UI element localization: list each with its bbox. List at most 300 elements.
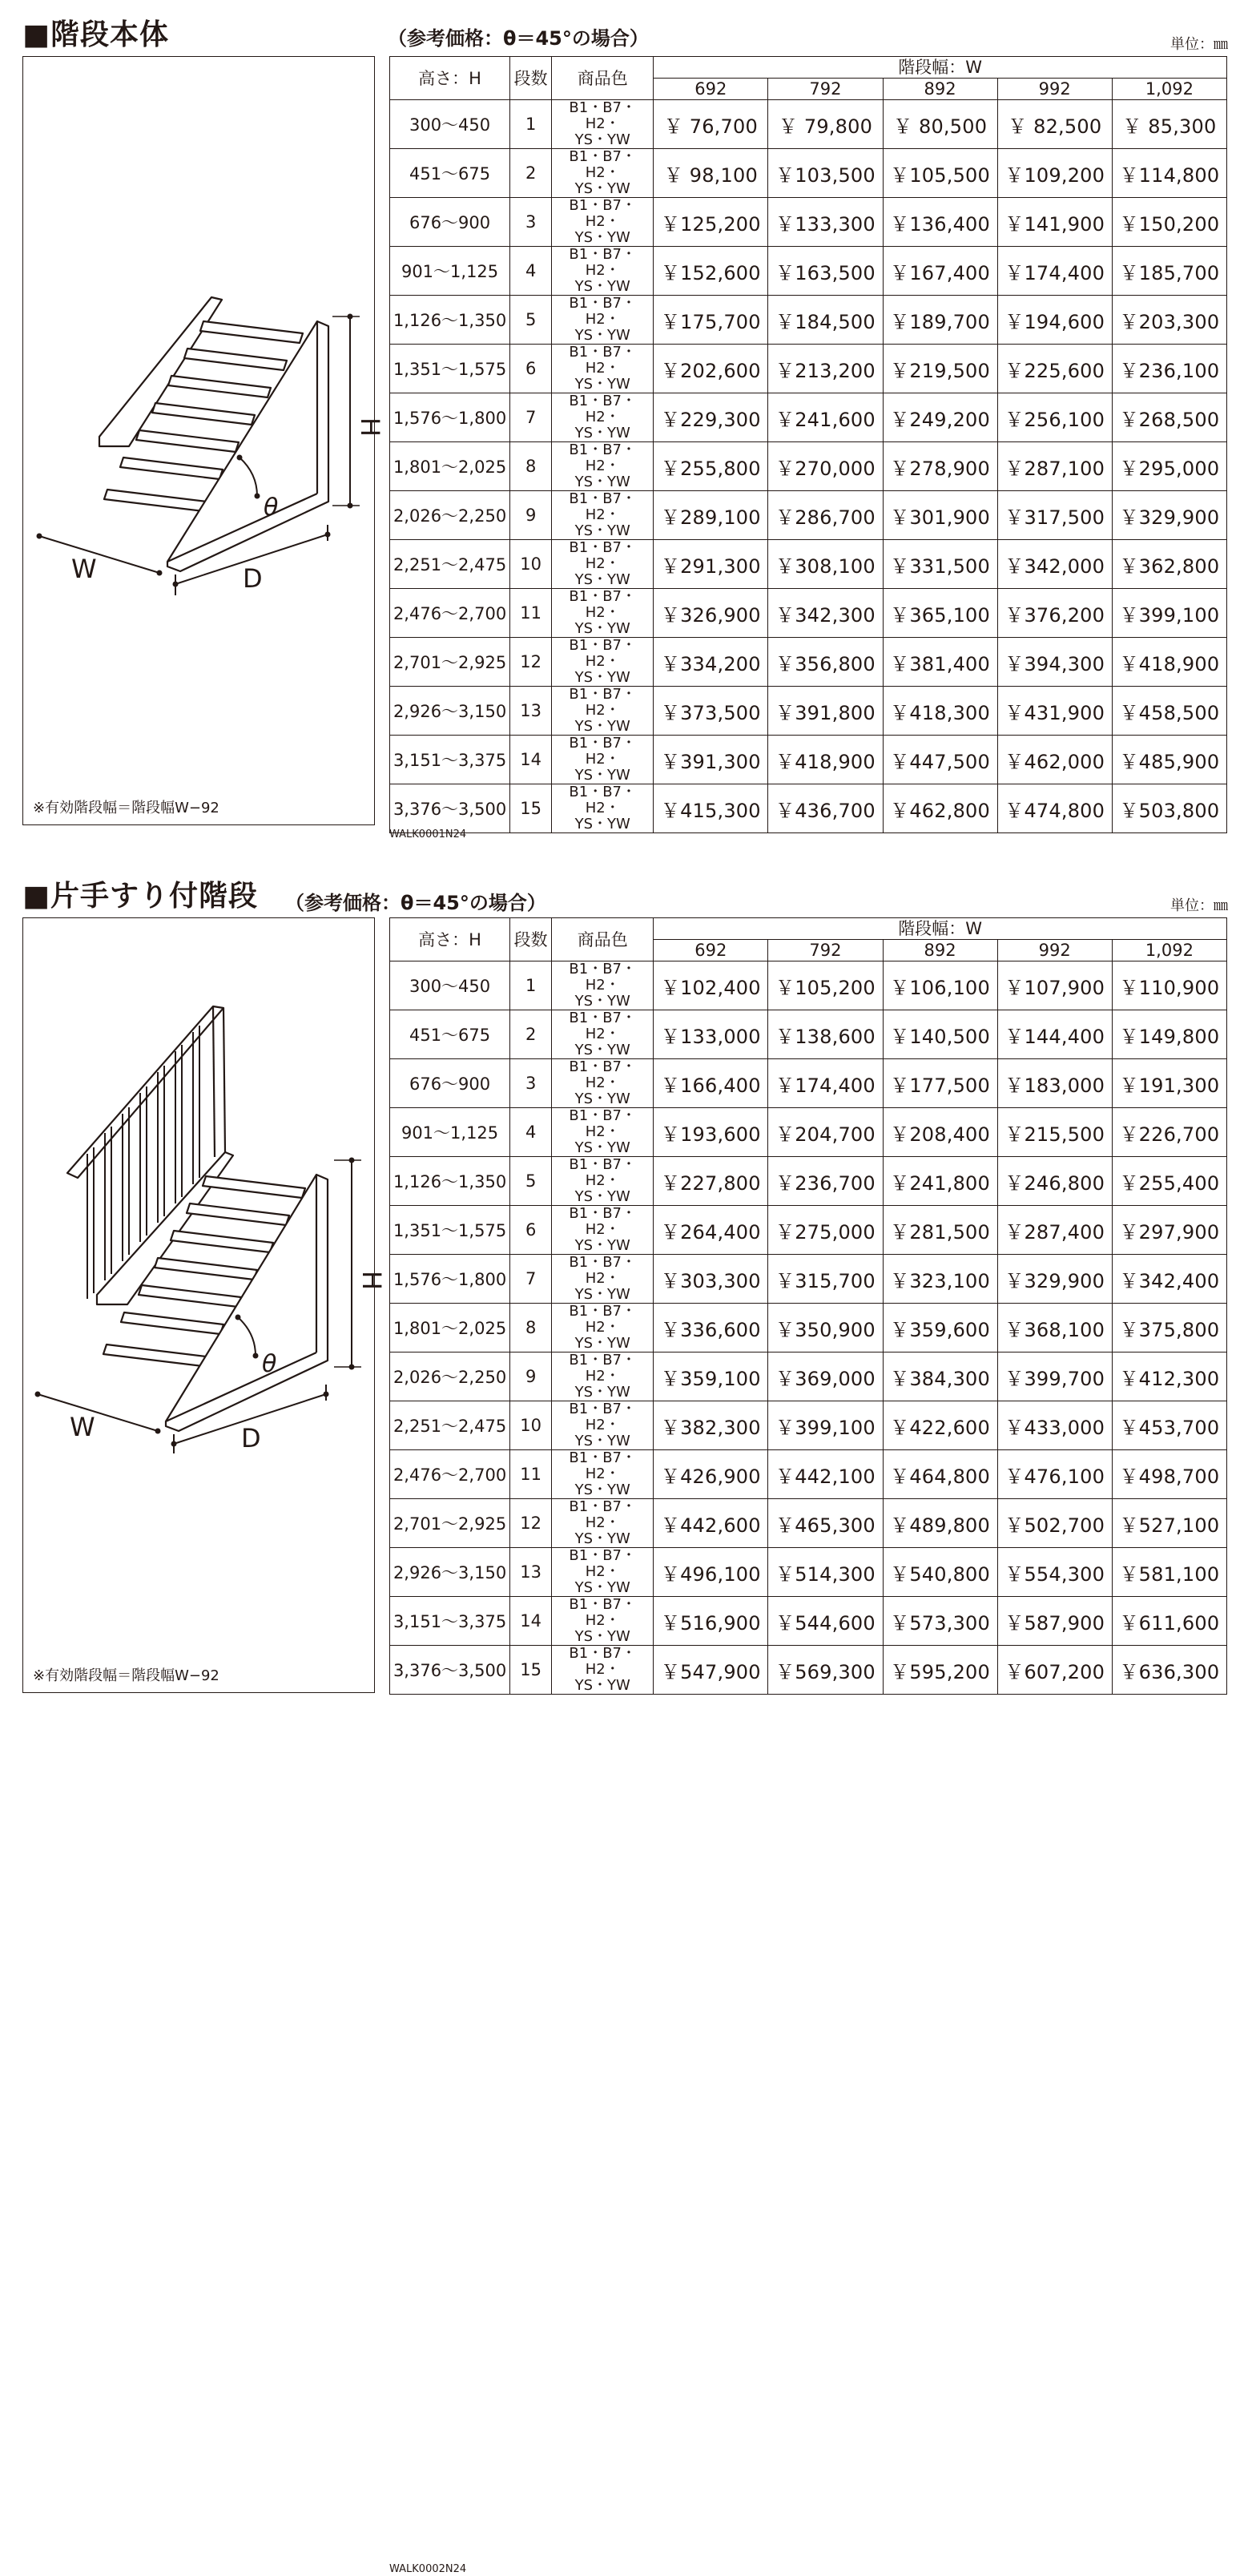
color-code-line: B1・B7・H2・: [569, 1156, 637, 1189]
color-cell: [552, 1304, 654, 1353]
color-code-line: B1・B7・H2・: [569, 735, 637, 768]
unit-label: 単位：㎜: [1170, 36, 1228, 53]
color-code-line: YS・YW: [574, 474, 630, 490]
stair-handrail-illustration: [23, 918, 387, 1692]
price-cell: ￥394,300: [997, 638, 1112, 687]
price-cell: ￥275,000: [768, 1206, 883, 1255]
header-width: 692: [654, 940, 768, 961]
price-cell: ￥431,900: [997, 687, 1112, 736]
effective-width-note: ※有効階段幅＝階段幅W−92: [33, 1667, 219, 1684]
price-cell: ￥208,400: [883, 1108, 997, 1157]
color-code-line: B1・B7・H2・: [569, 99, 637, 132]
price-cell: ￥382,300: [654, 1401, 768, 1450]
height-cell: 1,126〜1,350: [390, 296, 510, 345]
price-cell: ￥183,000: [997, 1059, 1112, 1108]
color-cell: [552, 247, 654, 296]
price-cell: ￥436,700: [768, 784, 883, 833]
price-cell: ￥422,600: [883, 1401, 997, 1450]
d-label: D: [241, 1423, 261, 1453]
price-cell: ￥453,700: [1112, 1401, 1226, 1450]
w-label: W: [71, 554, 97, 584]
price-cell: ￥399,100: [1112, 589, 1226, 638]
price-cell: ￥246,800: [997, 1157, 1112, 1206]
header-width: 892: [883, 940, 997, 961]
price-cell: ￥329,900: [997, 1255, 1112, 1304]
price-cell: ￥391,800: [768, 687, 883, 736]
price-cell: ￥334,200: [654, 638, 768, 687]
height-cell: 3,376〜3,500: [390, 1646, 510, 1695]
color-code-line: YS・YW: [574, 180, 630, 197]
price-cell: ￥226,700: [1112, 1108, 1226, 1157]
price-cell: ￥202,600: [654, 345, 768, 393]
price-cell: ￥587,900: [997, 1597, 1112, 1646]
table-row: [390, 961, 1227, 1010]
steps-cell: 8: [510, 442, 552, 491]
price-cell: ￥498,700: [1112, 1450, 1226, 1499]
color-code-line: B1・B7・H2・: [569, 1303, 637, 1336]
color-code-line: B1・B7・H2・: [569, 1401, 637, 1433]
price-cell: ￥611,600: [1112, 1597, 1226, 1646]
table-row: [390, 1206, 1227, 1255]
theta-label: θ: [264, 494, 279, 522]
steps-cell: 2: [510, 149, 552, 198]
price-cell: ￥415,300: [654, 784, 768, 833]
header-color: 商品色: [552, 57, 654, 100]
price-cell: ￥496,100: [654, 1548, 768, 1597]
color-code-line: YS・YW: [574, 1628, 630, 1645]
steps-cell: 14: [510, 1597, 552, 1646]
price-cell: ￥462,000: [997, 736, 1112, 784]
height-cell: 451〜675: [390, 1010, 510, 1059]
price-cell: ￥249,200: [883, 393, 997, 442]
price-cell: ￥317,500: [997, 491, 1112, 540]
price-cell: ￥502,700: [997, 1499, 1112, 1548]
price-cell: ￥109,200: [997, 149, 1112, 198]
table-row: [390, 1499, 1227, 1548]
price-cell: ￥174,400: [997, 247, 1112, 296]
table-row: [390, 1010, 1227, 1059]
steps-cell: 11: [510, 589, 552, 638]
color-cell: [552, 540, 654, 589]
table-row: [390, 784, 1227, 833]
table-row: [390, 1255, 1227, 1304]
price-cell: ￥554,300: [997, 1548, 1112, 1597]
price-cell: ￥418,900: [768, 736, 883, 784]
color-code-line: YS・YW: [574, 229, 630, 246]
color-code-line: B1・B7・H2・: [569, 148, 637, 181]
color-code-line: YS・YW: [574, 278, 630, 295]
price-cell: ￥365,100: [883, 589, 997, 638]
price-cell: ￥ 85,300: [1112, 100, 1226, 149]
product-code: WALK0001N24: [389, 828, 467, 841]
height-cell: 2,926〜3,150: [390, 1548, 510, 1597]
color-cell: [552, 1499, 654, 1548]
price-cell: ￥ 98,100: [654, 149, 768, 198]
steps-cell: 3: [510, 198, 552, 247]
price-cell: ￥359,600: [883, 1304, 997, 1353]
color-cell: [552, 1597, 654, 1646]
price-cell: ￥105,200: [768, 961, 883, 1010]
effective-width-note: ※有効階段幅＝階段幅W−92: [33, 800, 219, 816]
steps-cell: 10: [510, 540, 552, 589]
height-cell: 901〜1,125: [390, 247, 510, 296]
h-label: H: [355, 417, 385, 437]
table-row: [390, 1059, 1227, 1108]
height-cell: 2,251〜2,475: [390, 540, 510, 589]
price-cell: ￥412,300: [1112, 1353, 1226, 1401]
color-code-line: YS・YW: [574, 376, 630, 393]
color-cell: [552, 491, 654, 540]
color-code-line: B1・B7・H2・: [569, 539, 637, 572]
price-cell: ￥301,900: [883, 491, 997, 540]
table-row: [390, 491, 1227, 540]
steps-cell: 7: [510, 393, 552, 442]
price-cell: ￥133,000: [654, 1010, 768, 1059]
color-cell: [552, 393, 654, 442]
height-cell: 2,026〜2,250: [390, 1353, 510, 1401]
table-row: [390, 247, 1227, 296]
price-cell: ￥474,800: [997, 784, 1112, 833]
color-code-line: YS・YW: [574, 1286, 630, 1303]
price-cell: ￥295,000: [1112, 442, 1226, 491]
color-cell: [552, 296, 654, 345]
color-code-line: YS・YW: [574, 1530, 630, 1547]
price-cell: ￥125,200: [654, 198, 768, 247]
price-cell: ￥607,200: [997, 1646, 1112, 1695]
color-code-line: YS・YW: [574, 1677, 630, 1694]
price-cell: ￥184,500: [768, 296, 883, 345]
price-cell: ￥167,400: [883, 247, 997, 296]
price-cell: ￥ 82,500: [997, 100, 1112, 149]
color-code-line: B1・B7・H2・: [569, 1449, 637, 1482]
color-code-line: YS・YW: [574, 425, 630, 441]
header-width: 892: [883, 79, 997, 100]
steps-cell: 9: [510, 1353, 552, 1401]
price-cell: ￥323,100: [883, 1255, 997, 1304]
price-cell: ￥362,800: [1112, 540, 1226, 589]
color-cell: [552, 1108, 654, 1157]
price-cell: ￥384,300: [883, 1353, 997, 1401]
table-row: [390, 198, 1227, 247]
color-code-line: YS・YW: [574, 718, 630, 735]
price-cell: ￥291,300: [654, 540, 768, 589]
table-row: [390, 736, 1227, 784]
steps-cell: 1: [510, 100, 552, 149]
color-code-line: B1・B7・H2・: [569, 441, 637, 474]
header-width-group: 階段幅：W: [654, 918, 1227, 940]
price-cell: ￥152,600: [654, 247, 768, 296]
color-cell: [552, 1010, 654, 1059]
color-code-line: B1・B7・H2・: [569, 1352, 637, 1385]
steps-cell: 10: [510, 1401, 552, 1450]
color-code-line: B1・B7・H2・: [569, 197, 637, 230]
price-cell: ￥447,500: [883, 736, 997, 784]
price-cell: ￥315,700: [768, 1255, 883, 1304]
table-row: [390, 589, 1227, 638]
unit-label: 単位：㎜: [1170, 897, 1228, 914]
price-cell: ￥114,800: [1112, 149, 1226, 198]
stair-diagram: [22, 56, 385, 825]
steps-cell: 5: [510, 1157, 552, 1206]
color-code-line: YS・YW: [574, 1042, 630, 1058]
stair-illustration: [23, 57, 385, 824]
header-width: 1,092: [1112, 79, 1226, 100]
price-cell: ￥163,500: [768, 247, 883, 296]
price-cell: ￥255,400: [1112, 1157, 1226, 1206]
color-code-line: B1・B7・H2・: [569, 295, 637, 328]
height-cell: 2,701〜2,925: [390, 638, 510, 687]
height-cell: 2,026〜2,250: [390, 491, 510, 540]
table-row: [390, 1108, 1227, 1157]
price-cell: ￥464,800: [883, 1450, 997, 1499]
price-cell: ￥166,400: [654, 1059, 768, 1108]
table-row: [390, 1304, 1227, 1353]
height-cell: 2,251〜2,475: [390, 1401, 510, 1450]
price-cell: ￥289,100: [654, 491, 768, 540]
color-code-line: YS・YW: [574, 1482, 630, 1498]
color-code-line: B1・B7・H2・: [569, 1596, 637, 1629]
price-rows: [390, 961, 1227, 1695]
steps-cell: 5: [510, 296, 552, 345]
stair-diagram: [22, 917, 387, 1693]
color-code-line: YS・YW: [574, 327, 630, 344]
price-cell: ￥189,700: [883, 296, 997, 345]
color-cell: [552, 687, 654, 736]
price-cell: ￥204,700: [768, 1108, 883, 1157]
header-width-group: 階段幅：W: [654, 57, 1227, 79]
section-stair-body: [0, 0, 1252, 861]
price-cell: ￥144,400: [997, 1010, 1112, 1059]
price-cell: ￥287,100: [997, 442, 1112, 491]
price-cell: ￥381,400: [883, 638, 997, 687]
header-width: 992: [997, 940, 1112, 961]
height-cell: 676〜900: [390, 198, 510, 247]
height-cell: 2,476〜2,700: [390, 1450, 510, 1499]
steps-cell: 4: [510, 247, 552, 296]
product-code: WALK0002N24: [389, 2563, 467, 2575]
color-code-line: YS・YW: [574, 1335, 630, 1352]
theta-label: θ: [262, 1350, 277, 1378]
price-cell: ￥458,500: [1112, 687, 1226, 736]
price-cell: ￥103,500: [768, 149, 883, 198]
header-height: 高さ：H: [390, 57, 510, 100]
price-cell: ￥203,300: [1112, 296, 1226, 345]
price-cell: ￥110,900: [1112, 961, 1226, 1010]
color-cell: [552, 1401, 654, 1450]
price-cell: ￥527,100: [1112, 1499, 1226, 1548]
steps-cell: 13: [510, 1548, 552, 1597]
height-cell: 2,926〜3,150: [390, 687, 510, 736]
header-width: 792: [768, 79, 883, 100]
price-cell: ￥229,300: [654, 393, 768, 442]
price-cell: ￥191,300: [1112, 1059, 1226, 1108]
color-cell: [552, 1255, 654, 1304]
price-cell: ￥236,100: [1112, 345, 1226, 393]
section-title: ■片手すり付階段: [22, 880, 259, 913]
height-cell: 1,126〜1,350: [390, 1157, 510, 1206]
header-width: 792: [768, 940, 883, 961]
header-color: 商品色: [552, 918, 654, 961]
steps-cell: 6: [510, 345, 552, 393]
price-cell: ￥485,900: [1112, 736, 1226, 784]
price-cell: ￥107,900: [997, 961, 1112, 1010]
price-cell: ￥215,500: [997, 1108, 1112, 1157]
price-cell: ￥136,400: [883, 198, 997, 247]
table-row: [390, 1157, 1227, 1206]
price-cell: ￥133,300: [768, 198, 883, 247]
price-cell: ￥489,800: [883, 1499, 997, 1548]
color-code-line: YS・YW: [574, 620, 630, 637]
height-cell: 3,376〜3,500: [390, 784, 510, 833]
color-cell: [552, 1206, 654, 1255]
section-subtitle: （参考価格：θ＝45°の場合）: [388, 27, 649, 50]
price-cell: ￥174,400: [768, 1059, 883, 1108]
height-cell: 300〜450: [390, 961, 510, 1010]
price-cell: ￥308,100: [768, 540, 883, 589]
price-cell: ￥105,500: [883, 149, 997, 198]
price-cell: ￥426,900: [654, 1450, 768, 1499]
section-title: ■階段本体: [22, 18, 170, 51]
height-cell: 300〜450: [390, 100, 510, 149]
steps-cell: 1: [510, 961, 552, 1010]
height-cell: 1,801〜2,025: [390, 442, 510, 491]
price-cell: ￥329,900: [1112, 491, 1226, 540]
color-cell: [552, 638, 654, 687]
color-code-line: YS・YW: [574, 1090, 630, 1107]
price-cell: ￥342,300: [768, 589, 883, 638]
price-cell: ￥193,600: [654, 1108, 768, 1157]
price-cell: ￥368,100: [997, 1304, 1112, 1353]
d-label: D: [243, 563, 263, 594]
color-code-line: YS・YW: [574, 669, 630, 686]
price-cell: ￥287,400: [997, 1206, 1112, 1255]
color-code-line: B1・B7・H2・: [569, 490, 637, 523]
color-code-line: B1・B7・H2・: [569, 1058, 637, 1091]
color-cell: [552, 1157, 654, 1206]
price-cell: ￥185,700: [1112, 247, 1226, 296]
price-cell: ￥140,500: [883, 1010, 997, 1059]
price-cell: ￥264,400: [654, 1206, 768, 1255]
price-table: [389, 917, 1227, 1695]
color-cell: [552, 1059, 654, 1108]
color-cell: [552, 149, 654, 198]
price-cell: ￥ 76,700: [654, 100, 768, 149]
price-cell: ￥342,400: [1112, 1255, 1226, 1304]
color-code-line: YS・YW: [574, 571, 630, 588]
price-cell: ￥227,800: [654, 1157, 768, 1206]
table-row: [390, 296, 1227, 345]
price-cell: ￥ 79,800: [768, 100, 883, 149]
price-cell: ￥177,500: [883, 1059, 997, 1108]
price-cell: ￥442,600: [654, 1499, 768, 1548]
steps-cell: 4: [510, 1108, 552, 1157]
color-code-line: B1・B7・H2・: [569, 1498, 637, 1531]
price-cell: ￥241,600: [768, 393, 883, 442]
w-label: W: [70, 1412, 95, 1442]
price-cell: ￥359,100: [654, 1353, 768, 1401]
color-cell: [552, 100, 654, 149]
price-cell: ￥540,800: [883, 1548, 997, 1597]
steps-cell: 6: [510, 1206, 552, 1255]
price-cell: ￥106,100: [883, 961, 997, 1010]
height-cell: 3,151〜3,375: [390, 1597, 510, 1646]
header-width: 1,092: [1112, 940, 1226, 961]
price-cell: ￥331,500: [883, 540, 997, 589]
table-row: [390, 540, 1227, 589]
price-cell: ￥225,600: [997, 345, 1112, 393]
price-cell: ￥369,000: [768, 1353, 883, 1401]
color-cell: [552, 1353, 654, 1401]
steps-cell: 8: [510, 1304, 552, 1353]
color-code-line: B1・B7・H2・: [569, 1645, 637, 1678]
price-cell: ￥303,300: [654, 1255, 768, 1304]
steps-cell: 15: [510, 784, 552, 833]
color-cell: [552, 784, 654, 833]
color-code-line: B1・B7・H2・: [569, 246, 637, 279]
color-code-line: YS・YW: [574, 1237, 630, 1254]
price-cell: ￥462,800: [883, 784, 997, 833]
price-cell: ￥547,900: [654, 1646, 768, 1695]
price-cell: ￥356,800: [768, 638, 883, 687]
price-cell: ￥399,700: [997, 1353, 1112, 1401]
color-cell: [552, 442, 654, 491]
price-table: [389, 56, 1227, 833]
header-steps: 段数: [510, 918, 552, 961]
color-code-line: YS・YW: [574, 1433, 630, 1449]
table-row: [390, 393, 1227, 442]
price-cell: ￥236,700: [768, 1157, 883, 1206]
price-cell: ￥ 80,500: [883, 100, 997, 149]
price-cell: ￥573,300: [883, 1597, 997, 1646]
price-cell: ￥278,900: [883, 442, 997, 491]
steps-cell: 3: [510, 1059, 552, 1108]
color-code-line: B1・B7・H2・: [569, 1010, 637, 1042]
price-cell: ￥391,300: [654, 736, 768, 784]
color-code-line: B1・B7・H2・: [569, 344, 637, 377]
price-cell: ￥149,800: [1112, 1010, 1226, 1059]
header-width: 692: [654, 79, 768, 100]
height-cell: 2,701〜2,925: [390, 1499, 510, 1548]
price-cell: ￥138,600: [768, 1010, 883, 1059]
color-code-line: YS・YW: [574, 522, 630, 539]
price-cell: ￥150,200: [1112, 198, 1226, 247]
price-cell: ￥476,100: [997, 1450, 1112, 1499]
color-cell: [552, 1646, 654, 1695]
price-cell: ￥418,300: [883, 687, 997, 736]
color-cell: [552, 961, 654, 1010]
color-cell: [552, 345, 654, 393]
steps-cell: 12: [510, 1499, 552, 1548]
header-steps: 段数: [510, 57, 552, 100]
color-code-line: YS・YW: [574, 993, 630, 1010]
color-code-line: B1・B7・H2・: [569, 1107, 637, 1140]
table-row: [390, 149, 1227, 198]
price-cell: ￥375,800: [1112, 1304, 1226, 1353]
color-code-line: YS・YW: [574, 1579, 630, 1596]
price-cell: ￥433,000: [997, 1401, 1112, 1450]
price-cell: ￥336,600: [654, 1304, 768, 1353]
table-row: [390, 1450, 1227, 1499]
price-cell: ￥256,100: [997, 393, 1112, 442]
color-code-line: B1・B7・H2・: [569, 637, 637, 670]
price-cell: ￥514,300: [768, 1548, 883, 1597]
price-cell: ￥297,900: [1112, 1206, 1226, 1255]
price-cell: ￥442,100: [768, 1450, 883, 1499]
color-code-line: B1・B7・H2・: [569, 393, 637, 425]
section-stair-with-handrail: [0, 861, 1252, 2575]
price-cell: ￥175,700: [654, 296, 768, 345]
table-row: [390, 638, 1227, 687]
